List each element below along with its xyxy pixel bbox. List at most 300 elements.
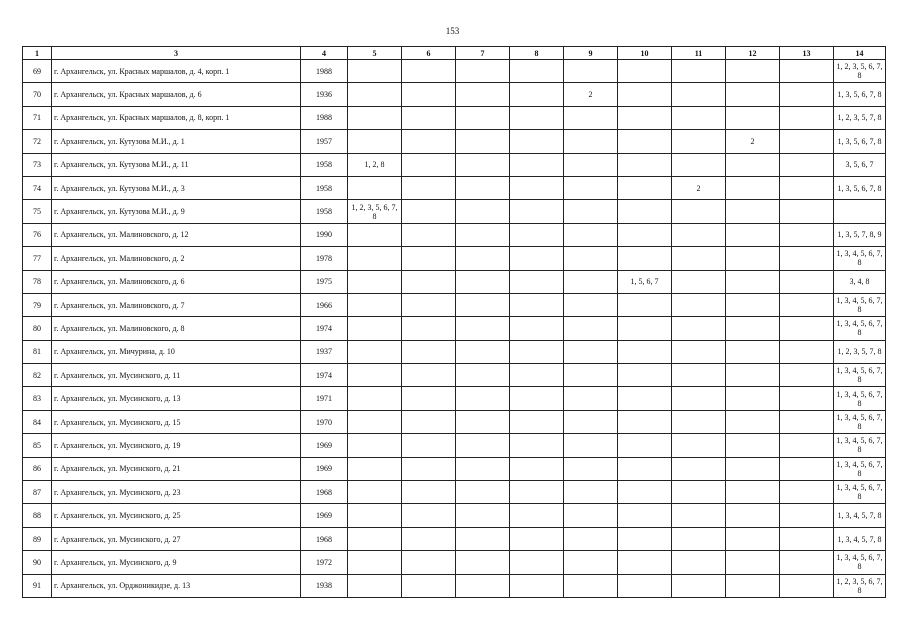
column-header: 7	[456, 47, 510, 60]
col9-cell	[564, 317, 618, 340]
col10-cell	[618, 387, 672, 410]
col9-cell	[564, 387, 618, 410]
col6-cell	[402, 317, 456, 340]
address-cell: г. Архангельск, ул. Мусинского, д. 23	[52, 481, 301, 504]
col12-cell	[726, 410, 780, 433]
table-row	[23, 340, 886, 363]
row-number-cell: 89	[23, 527, 52, 550]
year-cell: 1990	[301, 223, 348, 246]
col5-cell	[348, 481, 402, 504]
col9-cell: 2	[564, 83, 618, 106]
col13-cell	[780, 410, 834, 433]
row-number-cell: 72	[23, 130, 52, 153]
col10-cell	[618, 247, 672, 270]
col6-cell	[402, 153, 456, 176]
col5-cell	[348, 410, 402, 433]
col11-cell	[672, 410, 726, 433]
col9-cell	[564, 457, 618, 480]
col8-cell	[510, 293, 564, 316]
year-cell: 1969	[301, 434, 348, 457]
col12-cell	[726, 200, 780, 223]
col6-cell	[402, 481, 456, 504]
col10-cell	[618, 340, 672, 363]
year-cell: 1968	[301, 527, 348, 550]
col8-cell	[510, 106, 564, 129]
col10-cell	[618, 410, 672, 433]
col14-cell: 1, 3, 5, 6, 7, 8	[834, 130, 886, 153]
col12-cell	[726, 481, 780, 504]
col11-cell	[672, 551, 726, 574]
col9-cell	[564, 106, 618, 129]
col7-cell	[456, 340, 510, 363]
col5-cell	[348, 223, 402, 246]
col12-cell	[726, 340, 780, 363]
table-row	[23, 200, 886, 223]
col11-cell	[672, 83, 726, 106]
col5-cell	[348, 130, 402, 153]
col8-cell	[510, 270, 564, 293]
col10-cell	[618, 457, 672, 480]
col7-cell	[456, 551, 510, 574]
col6-cell	[402, 60, 456, 83]
col8-cell	[510, 481, 564, 504]
col7-cell	[456, 153, 510, 176]
col10-cell	[618, 200, 672, 223]
col10-cell	[618, 504, 672, 527]
column-header: 13	[780, 47, 834, 60]
col8-cell	[510, 223, 564, 246]
col10-cell: 1, 5, 6, 7	[618, 270, 672, 293]
col11-cell	[672, 387, 726, 410]
col13-cell	[780, 60, 834, 83]
col10-cell	[618, 574, 672, 597]
col12-cell	[726, 317, 780, 340]
col13-cell	[780, 457, 834, 480]
address-cell: г. Архангельск, ул. Мусинского, д. 25	[52, 504, 301, 527]
row-number-cell: 90	[23, 551, 52, 574]
col12-cell	[726, 270, 780, 293]
column-header: 8	[510, 47, 564, 60]
col12-cell	[726, 106, 780, 129]
col13-cell	[780, 153, 834, 176]
address-cell: г. Архангельск, ул. Мусинского, д. 15	[52, 410, 301, 433]
col14-cell: 3, 4, 8	[834, 270, 886, 293]
col11-cell	[672, 434, 726, 457]
col7-cell	[456, 527, 510, 550]
col10-cell	[618, 223, 672, 246]
col9-cell	[564, 340, 618, 363]
col5-cell	[348, 364, 402, 387]
row-number-cell: 76	[23, 223, 52, 246]
col14-cell: 1, 3, 4, 5, 6, 7, 8	[834, 317, 886, 340]
col9-cell	[564, 504, 618, 527]
header-row	[23, 47, 886, 60]
col7-cell	[456, 434, 510, 457]
col7-cell	[456, 410, 510, 433]
col13-cell	[780, 270, 834, 293]
address-cell: г. Архангельск, ул. Малиновского, д. 12	[52, 223, 301, 246]
col6-cell	[402, 551, 456, 574]
row-number-cell: 71	[23, 106, 52, 129]
col14-cell: 1, 3, 5, 6, 7, 8	[834, 176, 886, 199]
table-row	[23, 270, 886, 293]
year-cell: 1975	[301, 270, 348, 293]
address-cell: г. Архангельск, ул. Кутузова М.И., д. 11	[52, 153, 301, 176]
col9-cell	[564, 176, 618, 199]
col11-cell	[672, 106, 726, 129]
col14-cell: 1, 2, 3, 5, 7, 8	[834, 340, 886, 363]
col7-cell	[456, 317, 510, 340]
col7-cell	[456, 223, 510, 246]
col13-cell	[780, 83, 834, 106]
col8-cell	[510, 200, 564, 223]
col12-cell	[726, 153, 780, 176]
col8-cell	[510, 457, 564, 480]
col6-cell	[402, 270, 456, 293]
col10-cell	[618, 176, 672, 199]
year-cell: 1957	[301, 130, 348, 153]
col14-cell: 1, 3, 5, 6, 7, 8	[834, 83, 886, 106]
col14-cell: 1, 2, 3, 5, 6, 7, 8	[834, 574, 886, 597]
column-header: 6	[402, 47, 456, 60]
col10-cell	[618, 364, 672, 387]
col5-cell	[348, 247, 402, 270]
col14-cell: 1, 3, 5, 7, 8, 9	[834, 223, 886, 246]
address-cell: г. Архангельск, ул. Мусинского, д. 21	[52, 457, 301, 480]
col6-cell	[402, 247, 456, 270]
col14-cell	[834, 200, 886, 223]
address-cell: г. Архангельск, ул. Мусинского, д. 27	[52, 527, 301, 550]
col13-cell	[780, 434, 834, 457]
col5-cell	[348, 504, 402, 527]
col9-cell	[564, 434, 618, 457]
column-header: 1	[23, 47, 52, 60]
col5-cell	[348, 340, 402, 363]
address-cell: г. Архангельск, ул. Мусинского, д. 9	[52, 551, 301, 574]
col13-cell	[780, 574, 834, 597]
address-cell: г. Архангельск, ул. Кутузова М.И., д. 1	[52, 130, 301, 153]
col13-cell	[780, 387, 834, 410]
column-header: 10	[618, 47, 672, 60]
col11-cell	[672, 247, 726, 270]
col7-cell	[456, 106, 510, 129]
col10-cell	[618, 106, 672, 129]
col11-cell	[672, 130, 726, 153]
col11-cell	[672, 457, 726, 480]
col10-cell	[618, 293, 672, 316]
row-number-cell: 87	[23, 481, 52, 504]
col13-cell	[780, 293, 834, 316]
col5-cell	[348, 527, 402, 550]
row-number-cell: 86	[23, 457, 52, 480]
row-number-cell: 82	[23, 364, 52, 387]
col5-cell	[348, 434, 402, 457]
col14-cell: 1, 3, 4, 5, 6, 7, 8	[834, 410, 886, 433]
address-cell: г. Архангельск, ул. Красных маршалов, д. 6	[52, 83, 301, 106]
col13-cell	[780, 364, 834, 387]
col5-cell	[348, 457, 402, 480]
col6-cell	[402, 223, 456, 246]
col10-cell	[618, 83, 672, 106]
address-cell: г. Архангельск, ул. Красных маршалов, д. 4, корп. 1	[52, 60, 301, 83]
year-cell: 1978	[301, 247, 348, 270]
col13-cell	[780, 317, 834, 340]
col8-cell	[510, 387, 564, 410]
col12-cell	[726, 574, 780, 597]
col11-cell	[672, 504, 726, 527]
col6-cell	[402, 340, 456, 363]
col12-cell	[726, 176, 780, 199]
register-table	[22, 46, 886, 598]
column-header: 3	[52, 47, 301, 60]
col8-cell	[510, 176, 564, 199]
col9-cell	[564, 574, 618, 597]
col9-cell	[564, 60, 618, 83]
column-header: 11	[672, 47, 726, 60]
row-number-cell: 69	[23, 60, 52, 83]
table-row	[23, 481, 886, 504]
address-cell: г. Архангельск, ул. Малиновского, д. 6	[52, 270, 301, 293]
address-cell: г. Архангельск, ул. Мусинского, д. 13	[52, 387, 301, 410]
col8-cell	[510, 410, 564, 433]
col9-cell	[564, 481, 618, 504]
col6-cell	[402, 364, 456, 387]
col12-cell	[726, 247, 780, 270]
table-row	[23, 434, 886, 457]
table-row	[23, 574, 886, 597]
year-cell: 1969	[301, 457, 348, 480]
col7-cell	[456, 387, 510, 410]
row-number-cell: 77	[23, 247, 52, 270]
col9-cell	[564, 527, 618, 550]
col12-cell	[726, 60, 780, 83]
col5-cell	[348, 387, 402, 410]
col11-cell	[672, 574, 726, 597]
col12-cell	[726, 504, 780, 527]
col8-cell	[510, 153, 564, 176]
col6-cell	[402, 574, 456, 597]
col11-cell: 2	[672, 176, 726, 199]
col7-cell	[456, 130, 510, 153]
col7-cell	[456, 574, 510, 597]
col13-cell	[780, 504, 834, 527]
row-number-cell: 74	[23, 176, 52, 199]
year-cell: 1968	[301, 481, 348, 504]
col13-cell	[780, 340, 834, 363]
col12-cell	[726, 551, 780, 574]
col8-cell	[510, 317, 564, 340]
col5-cell	[348, 317, 402, 340]
col6-cell	[402, 527, 456, 550]
col10-cell	[618, 130, 672, 153]
col8-cell	[510, 60, 564, 83]
col14-cell: 1, 3, 4, 5, 6, 7, 8	[834, 481, 886, 504]
col7-cell	[456, 60, 510, 83]
col9-cell	[564, 270, 618, 293]
col13-cell	[780, 200, 834, 223]
address-cell: г. Архангельск, ул. Малиновского, д. 8	[52, 317, 301, 340]
col6-cell	[402, 457, 456, 480]
col5-cell	[348, 293, 402, 316]
col6-cell	[402, 293, 456, 316]
col11-cell	[672, 340, 726, 363]
address-cell: г. Архангельск, ул. Мичурина, д. 10	[52, 340, 301, 363]
column-header: 14	[834, 47, 886, 60]
address-cell: г. Архангельск, ул. Малиновского, д. 2	[52, 247, 301, 270]
year-cell: 1988	[301, 60, 348, 83]
col11-cell	[672, 270, 726, 293]
col14-cell: 3, 5, 6, 7	[834, 153, 886, 176]
col13-cell	[780, 527, 834, 550]
col12-cell	[726, 223, 780, 246]
col8-cell	[510, 83, 564, 106]
col14-cell: 1, 3, 4, 5, 6, 7, 8	[834, 293, 886, 316]
col13-cell	[780, 176, 834, 199]
col5-cell	[348, 270, 402, 293]
col12-cell	[726, 434, 780, 457]
address-cell: г. Архангельск, ул. Мусинского, д. 11	[52, 364, 301, 387]
col12-cell	[726, 527, 780, 550]
col13-cell	[780, 130, 834, 153]
col12-cell	[726, 364, 780, 387]
row-number-cell: 73	[23, 153, 52, 176]
col14-cell: 1, 3, 4, 5, 6, 7, 8	[834, 387, 886, 410]
row-number-cell: 78	[23, 270, 52, 293]
col14-cell: 1, 3, 4, 5, 6, 7, 8	[834, 457, 886, 480]
col5-cell	[348, 106, 402, 129]
table-row	[23, 387, 886, 410]
col7-cell	[456, 293, 510, 316]
address-cell: г. Архангельск, ул. Красных маршалов, д. 8, корп. 1	[52, 106, 301, 129]
address-cell: г. Архангельск, ул. Мусинского, д. 19	[52, 434, 301, 457]
col7-cell	[456, 364, 510, 387]
year-cell: 1958	[301, 200, 348, 223]
col8-cell	[510, 551, 564, 574]
col7-cell	[456, 83, 510, 106]
col5-cell	[348, 574, 402, 597]
col6-cell	[402, 106, 456, 129]
table-row	[23, 317, 886, 340]
col13-cell	[780, 106, 834, 129]
table-row	[23, 130, 886, 153]
col9-cell	[564, 551, 618, 574]
address-cell: г. Архангельск, ул. Кутузова М.И., д. 3	[52, 176, 301, 199]
column-header: 5	[348, 47, 402, 60]
col6-cell	[402, 504, 456, 527]
col9-cell	[564, 153, 618, 176]
year-cell: 1970	[301, 410, 348, 433]
table-row	[23, 176, 886, 199]
col9-cell	[564, 130, 618, 153]
col5-cell	[348, 60, 402, 83]
col7-cell	[456, 457, 510, 480]
table-row	[23, 153, 886, 176]
year-cell: 1966	[301, 293, 348, 316]
col10-cell	[618, 317, 672, 340]
column-header: 9	[564, 47, 618, 60]
col14-cell: 1, 3, 4, 5, 6, 7, 8	[834, 434, 886, 457]
row-number-cell: 80	[23, 317, 52, 340]
col5-cell: 1, 2, 3, 5, 6, 7, 8	[348, 200, 402, 223]
col8-cell	[510, 504, 564, 527]
col11-cell	[672, 527, 726, 550]
year-cell: 1938	[301, 574, 348, 597]
row-number-cell: 81	[23, 340, 52, 363]
table-row	[23, 527, 886, 550]
col11-cell	[672, 317, 726, 340]
row-number-cell: 84	[23, 410, 52, 433]
col8-cell	[510, 434, 564, 457]
col14-cell: 1, 2, 3, 5, 6, 7, 8	[834, 60, 886, 83]
col10-cell	[618, 527, 672, 550]
col9-cell	[564, 293, 618, 316]
table-row	[23, 551, 886, 574]
table-row	[23, 364, 886, 387]
col5-cell	[348, 176, 402, 199]
col10-cell	[618, 153, 672, 176]
col8-cell	[510, 364, 564, 387]
col12-cell	[726, 83, 780, 106]
row-number-cell: 85	[23, 434, 52, 457]
row-number-cell: 83	[23, 387, 52, 410]
col6-cell	[402, 387, 456, 410]
col8-cell	[510, 247, 564, 270]
col9-cell	[564, 410, 618, 433]
col8-cell	[510, 130, 564, 153]
year-cell: 1937	[301, 340, 348, 363]
table-row	[23, 410, 886, 433]
col10-cell	[618, 60, 672, 83]
year-cell: 1971	[301, 387, 348, 410]
col9-cell	[564, 200, 618, 223]
table-row	[23, 247, 886, 270]
year-cell: 1988	[301, 106, 348, 129]
col5-cell	[348, 83, 402, 106]
col7-cell	[456, 247, 510, 270]
col8-cell	[510, 527, 564, 550]
col11-cell	[672, 200, 726, 223]
table-row	[23, 223, 886, 246]
col6-cell	[402, 130, 456, 153]
col5-cell	[348, 551, 402, 574]
col11-cell	[672, 223, 726, 246]
col14-cell: 1, 3, 4, 5, 6, 7, 8	[834, 551, 886, 574]
col7-cell	[456, 176, 510, 199]
row-number-cell: 75	[23, 200, 52, 223]
address-cell: г. Архангельск, ул. Кутузова М.И., д. 9	[52, 200, 301, 223]
col6-cell	[402, 200, 456, 223]
year-cell: 1958	[301, 153, 348, 176]
col9-cell	[564, 364, 618, 387]
col11-cell	[672, 364, 726, 387]
table-row	[23, 504, 886, 527]
col6-cell	[402, 83, 456, 106]
col6-cell	[402, 410, 456, 433]
col8-cell	[510, 574, 564, 597]
col13-cell	[780, 481, 834, 504]
col9-cell	[564, 247, 618, 270]
table-row	[23, 106, 886, 129]
address-cell: г. Архангельск, ул. Малиновского, д. 7	[52, 293, 301, 316]
col14-cell: 1, 3, 4, 5, 6, 7, 8	[834, 247, 886, 270]
col12-cell	[726, 387, 780, 410]
row-number-cell: 70	[23, 83, 52, 106]
col7-cell	[456, 200, 510, 223]
address-cell: г. Архангельск, ул. Орджоникидзе, д. 13	[52, 574, 301, 597]
year-cell: 1969	[301, 504, 348, 527]
table-row	[23, 60, 886, 83]
col10-cell	[618, 434, 672, 457]
